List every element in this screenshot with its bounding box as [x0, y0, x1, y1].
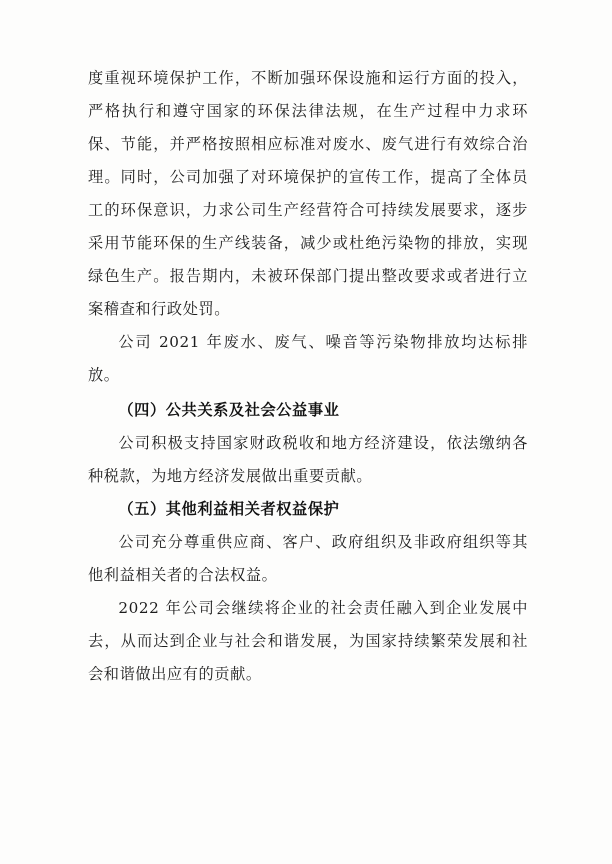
paragraph-future-outlook: 2022 年公司会继续将企业的社会责任融入到企业发展中去，从而达到企业与社会和谐发展，为国家持续繁荣发展和社会和谐做出应有的贡献。 — [88, 599, 528, 683]
heading-stakeholder-protection: （五）其他利益相关者权益保护 — [118, 500, 340, 518]
heading-public-relations: （四）公共关系及社会公益事业 — [118, 401, 340, 419]
paragraph-emission-compliance: 公司 2021 年废水、废气、噪音等污染物排放均达标排放。 — [88, 333, 528, 384]
paragraph-stakeholder-rights: 公司充分尊重供应商、客户、政府组织及非政府组织等其他利益相关者的合法权益。 — [88, 533, 528, 584]
paragraph-tax-contribution: 公司积极支持国家财政税收和地方经济建设，依法缴纳各种税款，为地方经济发展做出重要贡献。 — [88, 434, 528, 485]
page-text-body — [88, 62, 528, 691]
paragraph-environment-protection: 度重视环境保护工作，不断加强环保设施和运行方面的投入，严格执行和遵守国家的环保法律法规，在生产过程中力求环保、节能，并严格按照相应标准对废水、废气进行有效综合治理。同时，公司加强了对环境保护的宣传工作，提高了全体员工的环保意识，力求公司生产经营符合可持续发展要求，逐步采用节能环保的生产线装备，减少或杜绝污染物的排放，实现绿色生产。报告期内，未被环保部门提出整改要求或者进行立案稽查和行政处罚。 — [88, 69, 528, 318]
